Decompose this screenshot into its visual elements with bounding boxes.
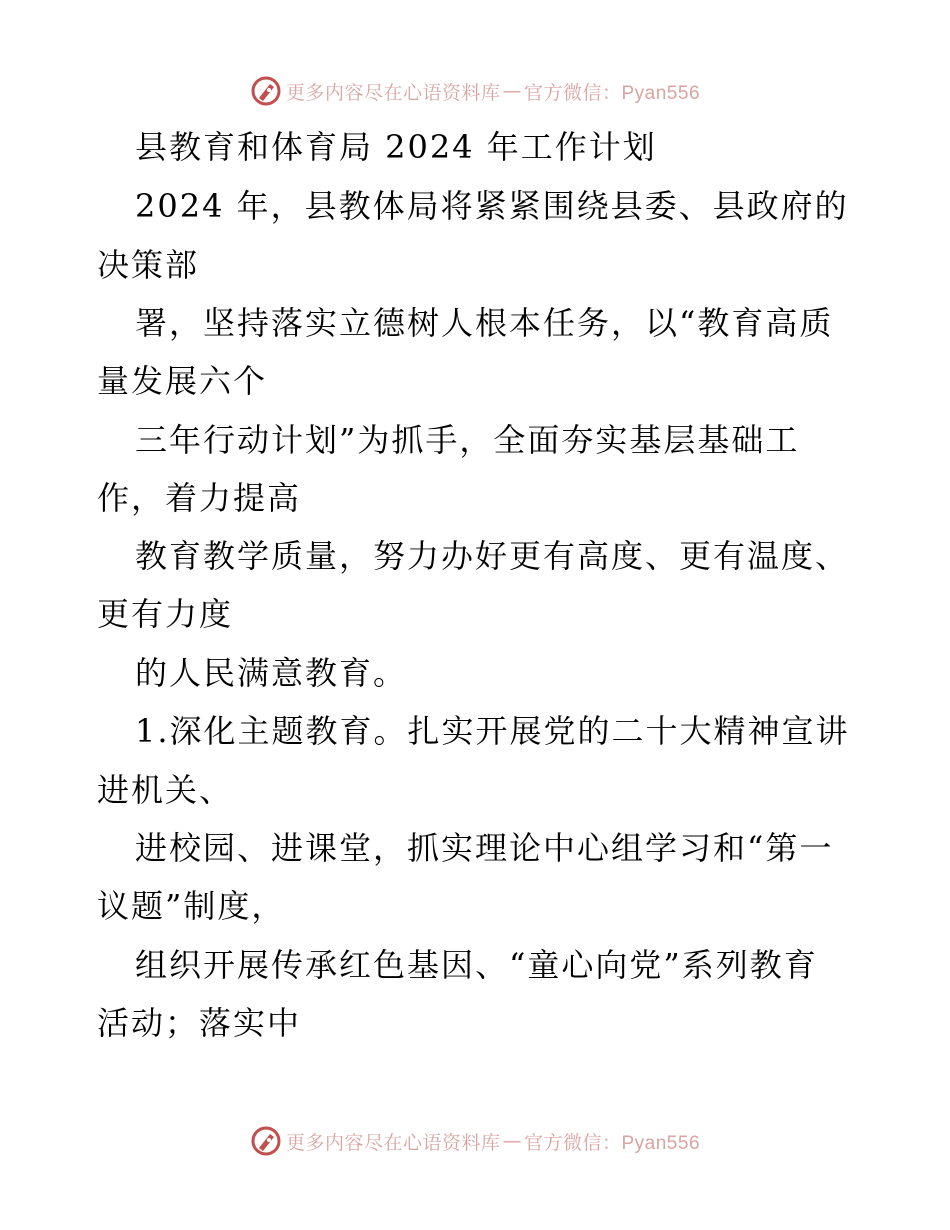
paragraph-line: 的人民满意教育。	[135, 654, 408, 692]
document-title: 县教育和体育局 2024 年工作计划	[135, 128, 657, 166]
header-watermark	[0, 71, 950, 111]
paragraph-line: 进机关、	[97, 771, 234, 809]
paragraph-line: 决策部	[97, 246, 200, 284]
paragraph-line: 2024 年，县教体局将紧紧围绕县委、县政府的	[135, 187, 849, 225]
footer-watermark	[0, 1121, 950, 1161]
paragraph-line: 活动；落实中	[97, 1004, 302, 1042]
watermark-contact: 官方微信：Pyan556	[524, 82, 701, 104]
watermark-text: 更多内容尽在心语资料库	[285, 1131, 501, 1154]
paragraph-line: 1.深化主题教育。扎实开展党的二十大精神宣讲	[135, 712, 850, 750]
pen-in-circle-logo-icon	[250, 1125, 282, 1157]
watermark-contact: 官方微信：Pyan556	[524, 1132, 701, 1154]
watermark-separator: —	[502, 80, 522, 102]
paragraph-line: 量发展六个	[97, 362, 268, 400]
paragraph-line: 署，坚持落实立德树人根本任务，以“教育高质	[135, 304, 834, 342]
paragraph-line: 进校园、进课堂，抓实理论中心组学习和“第一	[135, 829, 834, 867]
paragraph-line: 作，着力提高	[97, 479, 302, 517]
paragraph-line: 三年行动计划”为抓手，全面夯实基层基础工	[135, 421, 800, 459]
watermark-text: 更多内容尽在心语资料库	[285, 81, 501, 104]
paragraph-line: 组织开展传承红色基因、“童心向党”系列教育	[135, 946, 818, 984]
pen-in-circle-logo-icon	[250, 75, 282, 107]
paragraph-line: 教育教学质量，努力办好更有高度、更有温度、	[135, 537, 850, 575]
paragraph-line: 更有力度	[97, 595, 234, 633]
watermark-separator: —	[502, 1130, 522, 1152]
paragraph-line: 议题”制度，	[97, 887, 286, 925]
